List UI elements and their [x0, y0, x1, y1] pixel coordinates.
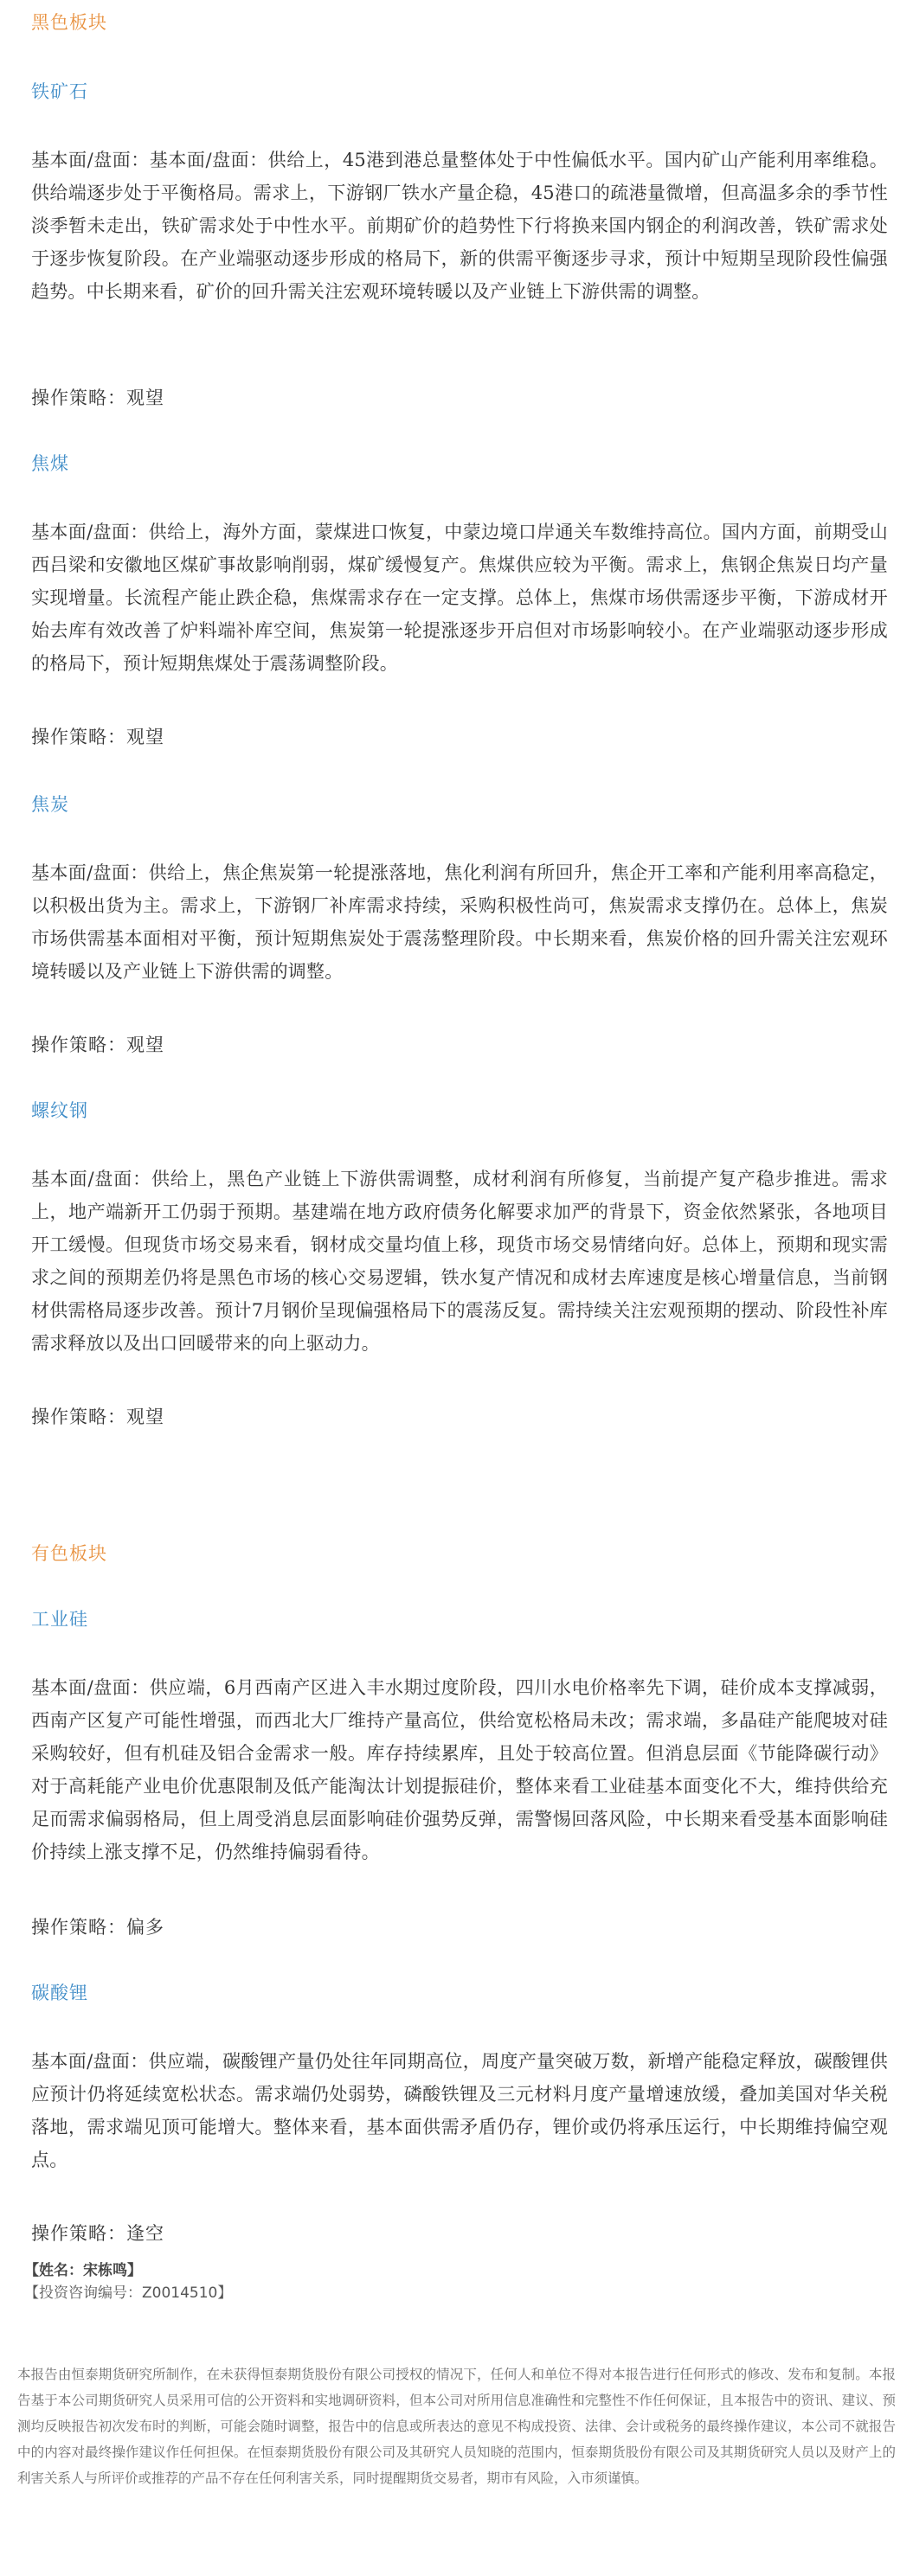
- subtitle-iron-ore: 铁矿石: [31, 81, 88, 102]
- strategy-silicon: 操作策略：偏多: [31, 1917, 164, 1938]
- paragraph-silicon: 基本面/盘面：供应端，6月西南产区进入丰水期过度阶段，四川水电价格率先下调，硅价成本支撑减弱，西南产区复产可能性增强，而西北大厂维持产量高位，供给宽松格局未改；需求端，多晶硅产能爬坡对硅采购较好，但有机硅及铝合金需求一般。库存持续累库，且处于较高位置。但消息层面《节能降碳行动》对于高耗能产业电价优惠限制及低产能淘汰计划提振硅价，整体来看工业硅基本面变化不大，维持供给充足而需求偏弱格局，但上周受消息层面影响硅价强势反弹，需警惕回落风险，中长期来看受基本面影响硅价持续上涨支撑不足，仍然维持偏弱看待。: [31, 1677, 888, 1862]
- analyst-name: 【姓名：宋栋鸣】: [24, 2262, 142, 2279]
- section-title-ferrous: 黑色板块: [31, 12, 107, 33]
- subtitle-silicon: 工业硅: [31, 1609, 88, 1630]
- paragraph-iron-ore: 基本面/盘面：基本面/盘面：供给上，45港到港总量整体处于中性偏低水平。国内矿山产能利用率维稳。供给端逐步处于平衡格局。需求上，下游钢厂铁水产量企稳，45港口的疏港量微增，但高温多余的季节性淡季暂未走出，铁矿需求处于中性水平。前期矿价的趋势性下行将换来国内钢企的利润改善，铁矿需求处于逐步恢复阶段。在产业端驱动逐步形成的格局下，新的供需平衡逐步寻求，预计中短期呈现阶段性偏强趋势。中长期来看，矿价的回升需关注宏观环境转暖以及产业链上下游供需的调整。: [31, 150, 888, 302]
- strategy-coke: 操作策略：观望: [31, 1035, 164, 1055]
- strategy-rebar: 操作策略：观望: [31, 1407, 164, 1427]
- disclaimer: 本报告由恒泰期货研究所制作，在未获得恒泰期货股份有限公司授权的情况下，任何人和单位不得对本报告进行任何形式的修改、发布和复制。本报告基于本公司期货研究人员采用可信的公开资料和实地调研资料，但本公司对所用信息准确性和完整性不作任何保证，且本报告中的资讯、建议、预测均反映报告初次发布时的判断，可能会随时调整，报告中的信息或所表达的意见不构成投资、法律、会计或税务的最终操作建议，本公司不就报告中的内容对最终操作建议作任何担保。在恒泰期货股份有限公司及其研究人员知晓的范围内，恒泰期货股份有限公司及其期货研究人员以及财产上的利害关系人与所评价或推荐的产品不存在任何利害关系，同时提醒期货交易者，期市有风险，入市须谨慎。: [17, 2367, 896, 2486]
- paragraph-lithium: 基本面/盘面：供应端，碳酸锂产量仍处往年同期高位，周度产量突破万数，新增产能稳定释放，碳酸锂供应预计仍将延续宽松状态。需求端仍处弱势，磷酸铁锂及三元材料月度产量增速放缓，叠加美国对华关税落地，需求端见顶可能增大。整体来看，基本面供需矛盾仍存，锂价或仍将承压运行，中长期维持偏空观点。: [31, 2051, 888, 2170]
- strategy-coking-coal: 操作策略：观望: [31, 727, 164, 747]
- section-title-nonferrous: 有色板块: [31, 1543, 107, 1564]
- paragraph-coking-coal: 基本面/盘面：供给上，海外方面，蒙煤进口恢复，中蒙边境口岸通关车数维持高位。国内方面，前期受山西吕梁和安徽地区煤矿事故影响削弱，煤矿缓慢复产。焦煤供应较为平衡。需求上，焦钢企焦炭日均产量实现增量。长流程产能止跌企稳，焦煤需求存在一定支撑。总体上，焦煤市场供需逐步平衡，下游成材开始去库有效改善了炉料端补库空间，焦炭第一轮提涨逐步开启但对市场影响较小。在产业端驱动逐步形成的格局下，预计短期焦煤处于震荡调整阶段。: [31, 522, 888, 674]
- paragraph-coke: 基本面/盘面：供给上，焦企焦炭第一轮提涨落地，焦化利润有所回升，焦企开工率和产能利用率高稳定，以积极出货为主。需求上，下游钢厂补库需求持续，采购积极性尚可，焦炭需求支撑仍在。总体上，焦炭市场供需基本面相对平衡，预计短期焦炭处于震荡整理阶段。中长期来看，焦炭价格的回升需关注宏观环境转暖以及产业链上下游供需的调整。: [31, 862, 888, 982]
- subtitle-lithium: 碳酸锂: [31, 1983, 88, 2003]
- subtitle-coking-coal: 焦煤: [31, 453, 69, 474]
- paragraph-rebar: 基本面/盘面：供给上，黑色产业链上下游供需调整，成材利润有所修复，当前提产复产稳步推进。需求上，地产端新开工仍弱于预期。基建端在地方政府债务化解要求加严的背景下，资金依然紧张，各地项目开工缓慢。但现货市场交易来看，钢材成交量均值上移，现货市场交易情绪向好。总体上，预期和现实需求之间的预期差仍将是黑色市场的核心交易逻辑，铁水复产情况和成材去库速度是核心增量信息，当前钢材供需格局逐步改善。预计7月钢价呈现偏强格局下的震荡反复。需持续关注宏观预期的摆动、阶段性补库需求释放以及出口回暖带来的向上驱动力。: [31, 1169, 888, 1354]
- strategy-iron-ore: 操作策略：观望: [31, 388, 164, 408]
- subtitle-coke: 焦炭: [31, 794, 69, 815]
- strategy-lithium: 操作策略：逢空: [31, 2223, 164, 2244]
- analyst-license: 【投资咨询编号：Z0014510】: [24, 2284, 233, 2302]
- subtitle-rebar: 螺纹钢: [31, 1100, 88, 1121]
